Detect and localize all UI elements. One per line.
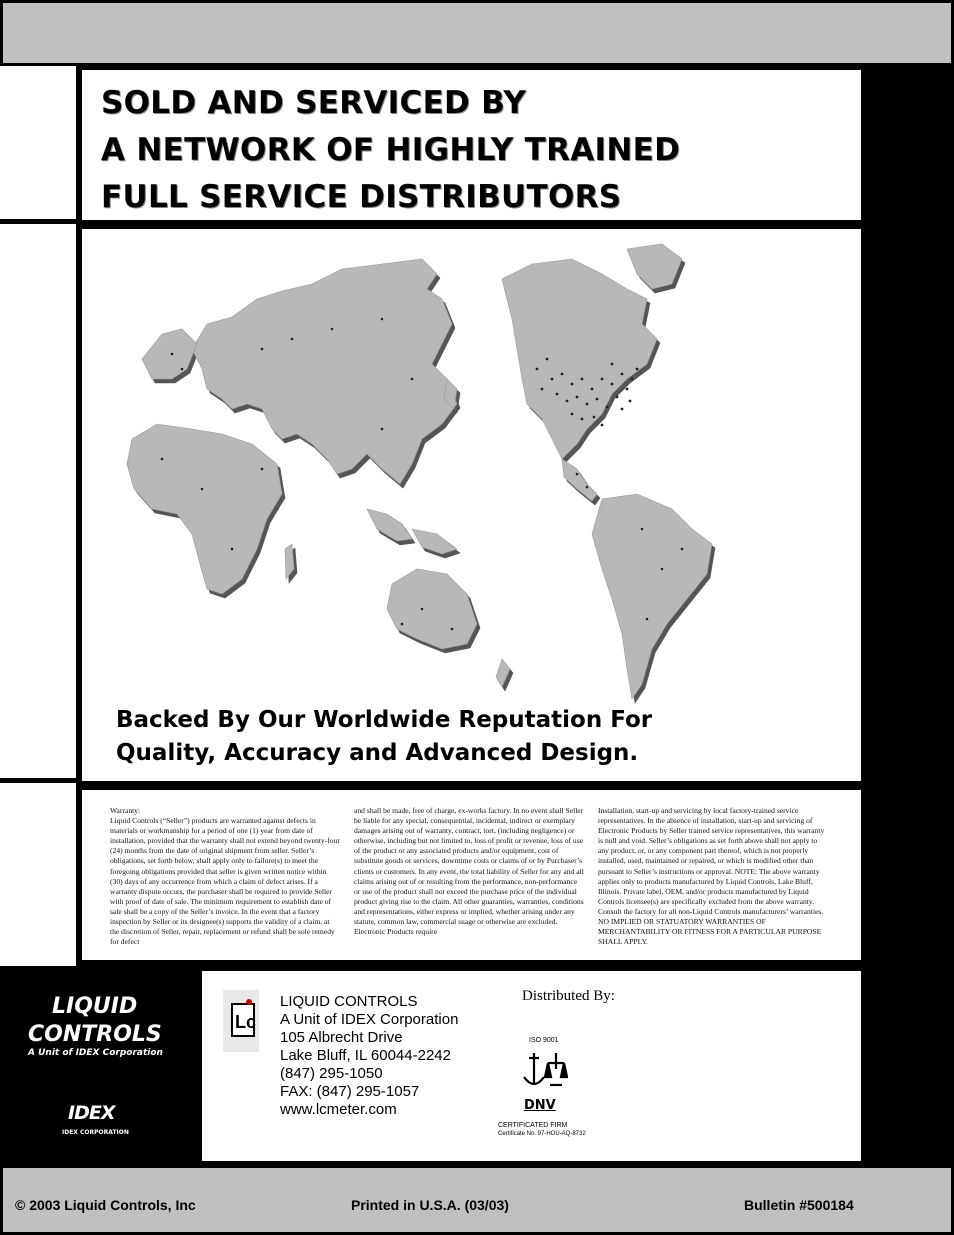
address-city: Lake Bluff, IL 60044-2242 [280, 1047, 451, 1064]
left-rule-2 [0, 778, 76, 783]
address-website[interactable]: www.lcmeter.com [280, 1101, 397, 1118]
iso-label: ISO 9001 [529, 1037, 559, 1044]
warranty-column-2: and shall be made, free of charge, ex-works factory. In no event shall Seller be liable for any special, consequential, incidental, indirect or exemplary damages arising out of warranty, contract, tort, (including negligence) or otherwise, including but not limited to, loss of profit or revenue, loss of use of the product or any associated products and/or equipment, cost of substitute goods or services, downtime costs or claims of or by Purchaser’s clients or customers. In any event, the total liability of Seller for any and all claims arising out of or resulting from the performance, non-performance or use of the product shall not exceed the purchase price of the individual product giving rise to the claim. All other guaranties, warranties, conditions and representations, either express or implied, whether arising under any statute, common law, commercial usage or otherwise are excluded. Electronic Products require [354, 806, 584, 937]
lc-logo-icon [223, 990, 259, 1052]
footer-fill [3, 1168, 951, 1232]
bulletin-number: Bulletin #500184 [744, 1197, 854, 1213]
top-bar-fill [3, 3, 951, 63]
warranty-panel [82, 790, 861, 960]
idex-logo: IDEX [68, 1102, 115, 1124]
svg-text:Lc: Lc [235, 1012, 257, 1032]
tagline-line-1: Backed By Our Worldwide Reputation For [116, 707, 653, 733]
title-line-3: FULL SERVICE DISTRIBUTORS [101, 179, 622, 215]
dnv-label: DNV [524, 1098, 556, 1113]
top-bar [0, 0, 954, 66]
warranty-column-1: Warranty: Liquid Controls (“Seller”) products are warranted against defects in materials or workmanship for a period of one (1) year from date of installation, provided that the warranty shall not extend beyond twenty-four (24) months from the date of original shipment from seller. Seller’s obligations, set forth below, shall apply only to failure(s) to meet the foregoing obligations provided that seller is given written notice within (30) days of any occurrence from which a claim of defect arises. If a warranty dispute occurs, the purchaser shall be required to provide Seller with proof of date of sale. The minimum requirement to establish date of sale shall be a copy of the Seller’s invoice. In the event that a factory inspection by Seller or its designee(s) supports the validity of a claim, at the discretion of Seller, repair, replacement or refund shall be sole remedy for defect [110, 806, 340, 947]
copyright-text: © 2003 Liquid Controls, Inc [15, 1197, 196, 1213]
warranty-column-3: Installation, start-up and servicing by local factory-trained service representatives. In the absence of installation, start-up and servicing of Electronic Products by Seller trained service representatives, this warranty is null and void. Seller’s obligations as set forth above shall not apply to any product, or, or any component part thereof, which is not properly installed, used, maintained or repaired, or which is modified other than pursuant to Seller’s instructions or approval. NOTE: The above warranty applies only to products manufactured by Liquid Controls, Lake Bluff, Illinois. Private label, OEM, and/or products manufactured by Liquid Controls licensee(s) are specifically excluded from the above warranty. Consult the factory for all non-Liquid Controls manufacturers’ warranties. NO IMPLIED OR STATUATORY WARRANTIES OF MERCHANTABILITY OR FITNESS FOR A PARTICULAR PURPOSE SHALL APPLY. [598, 806, 825, 947]
logo-liquid: LIQUID [52, 994, 138, 1019]
address-panel [202, 971, 861, 1161]
left-margin-column [0, 66, 76, 966]
distributed-by-label: Distributed By: [522, 988, 615, 1004]
world-map-icon [82, 229, 861, 709]
left-rule-1 [0, 219, 76, 224]
dnv-anchor-icon [520, 1049, 568, 1093]
address-street: 105 Albrecht Drive [280, 1029, 403, 1046]
title-line-1: SOLD AND SERVICED BY [101, 85, 527, 121]
title-panel [82, 70, 861, 220]
map-panel [82, 229, 861, 781]
certified-firm-label: CERTIFICATED FIRM [498, 1122, 568, 1129]
title-line-2: A NETWORK OF HIGHLY TRAINED [101, 132, 681, 168]
address-unit: A Unit of IDEX Corporation [280, 1011, 459, 1028]
logo-subtitle: A Unit of IDEX Corporation [28, 1048, 163, 1058]
tagline-line-2: Quality, Accuracy and Advanced Design. [116, 740, 639, 766]
address-fax: FAX: (847) 295-1057 [280, 1083, 420, 1100]
address-company: LIQUID CONTROLS [280, 993, 418, 1010]
certificate-number: Certificate No. 97-HOU-AQ-8732 [498, 1131, 586, 1137]
printed-text: Printed in U.S.A. (03/03) [351, 1197, 509, 1213]
logo-controls: CONTROLS [28, 1022, 162, 1047]
idex-subtitle: IDEX CORPORATION [62, 1129, 129, 1136]
address-phone: (847) 295-1050 [280, 1065, 383, 1082]
footer-bar [0, 1165, 954, 1235]
